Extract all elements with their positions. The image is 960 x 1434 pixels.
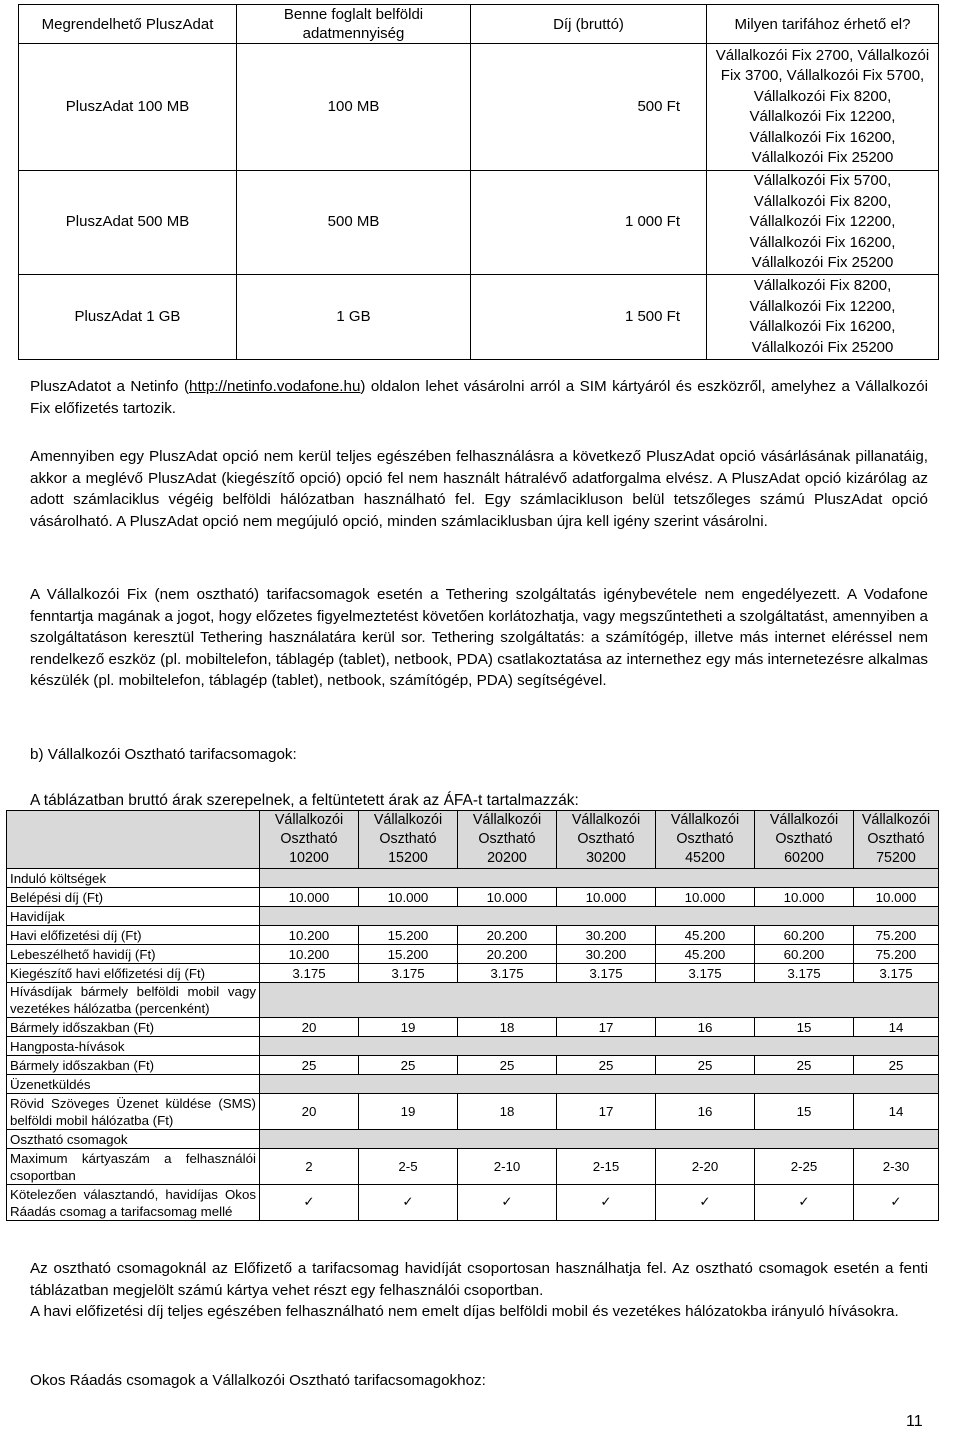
value-cell: 25 <box>557 1056 656 1075</box>
section-label: Hívásdíjak bármely belföldi mobil vagy vezetékes hálózatba (percenként) <box>7 983 260 1018</box>
section-row <box>7 1037 939 1056</box>
value-cell: 25 <box>854 1056 939 1075</box>
table-row <box>7 1094 939 1130</box>
value-cell: 15 <box>755 1094 854 1130</box>
header-line: Vállalkozói <box>861 812 931 828</box>
value-cell: 30.200 <box>557 926 656 945</box>
header-line: Vállalkozói <box>769 812 839 828</box>
fee: 1 500 Ft <box>471 275 707 360</box>
tariff-line: Vállalkozói Fix 16200, <box>749 233 896 251</box>
value-cell: 20.200 <box>458 926 557 945</box>
table-row <box>7 1056 939 1075</box>
value-cell: 14 <box>854 1094 939 1130</box>
value-cell: 2-25 <box>755 1149 854 1185</box>
page-number: 11 <box>906 1413 923 1430</box>
tariff-list <box>707 44 939 171</box>
table-row <box>7 1185 939 1221</box>
value-cell: 3.175 <box>260 964 359 983</box>
tariff-line: Vállalkozói Fix 25200 <box>751 338 894 356</box>
table-row <box>7 926 939 945</box>
value-cell: 10.200 <box>260 945 359 964</box>
osztható-tariff-table <box>6 810 939 1221</box>
row-label: Bármely időszakban (Ft) <box>7 1056 260 1075</box>
table-row <box>7 945 939 964</box>
value-cell: 10.000 <box>755 888 854 907</box>
section-label: Havidíjak <box>7 907 260 926</box>
netinfo-text-after: ) oldalon lehet vásárolni arról a SIM kártyáról és eszközről, amelyhez a Vállalkozói Fix előfizetés tartozik. <box>30 378 928 417</box>
tariff-line: Vállalkozói Fix 8200, <box>753 277 892 294</box>
tariff-column-header <box>854 811 939 869</box>
table-row <box>7 1149 939 1185</box>
value-cell: 45.200 <box>656 926 755 945</box>
check-cell: ✓ <box>458 1185 557 1221</box>
value-cell: 10.000 <box>260 888 359 907</box>
section-shade-cell <box>260 869 939 888</box>
option-name: PluszAdat 1 GB <box>19 275 237 360</box>
header-line: Vállalkozói <box>571 812 641 828</box>
value-cell: 10.200 <box>260 926 359 945</box>
header-line: 45200 <box>685 850 725 866</box>
header-line: 75200 <box>876 850 916 866</box>
row-label: Bármely időszakban (Ft) <box>7 1018 260 1037</box>
value-cell: 20 <box>260 1094 359 1130</box>
data-amount: 500 MB <box>237 171 471 275</box>
row-label: Havi előfizetési díj (Ft) <box>7 926 260 945</box>
row-label: Kötelezően választandó, havidíjas Okos Ráadás csomag a tarifacsomag mellé <box>7 1185 260 1221</box>
section-label: Üzenetküldés <box>7 1075 260 1094</box>
table-row <box>7 964 939 983</box>
value-cell: 3.175 <box>359 964 458 983</box>
netinfo-text-before: PluszAdatot a Netinfo ( <box>30 378 189 395</box>
header-cell: Megrendelhető PluszAdat <box>19 5 237 44</box>
section-label: Hangposta-hívások <box>7 1037 260 1056</box>
value-cell: 3.175 <box>557 964 656 983</box>
tariff-line: Vállalkozói Fix 16200, <box>749 128 896 146</box>
value-cell: 17 <box>557 1018 656 1037</box>
value-cell: 25 <box>458 1056 557 1075</box>
tariff-line: Vállalkozói Fix 12200, <box>749 108 896 125</box>
section-row <box>7 1130 939 1149</box>
value-cell: 16 <box>656 1094 755 1130</box>
header-line: 15200 <box>388 850 428 866</box>
section-label: Osztható csomagok <box>7 1130 260 1149</box>
check-cell: ✓ <box>854 1185 939 1221</box>
value-cell: 15 <box>755 1018 854 1037</box>
value-cell: 15.200 <box>359 926 458 945</box>
header-line: Osztható <box>577 831 635 847</box>
value-cell: 17 <box>557 1094 656 1130</box>
value-cell: 25 <box>359 1056 458 1075</box>
pluszadat-table <box>18 4 939 360</box>
check-cell: ✓ <box>755 1185 854 1221</box>
osztható-info-paragraph <box>30 1258 928 1323</box>
header-corner-cell <box>7 811 260 869</box>
section-shade-cell <box>260 1075 939 1094</box>
header-cell: Díj (bruttó) <box>471 5 707 44</box>
section-row <box>7 907 939 926</box>
value-cell: 2-15 <box>557 1149 656 1185</box>
value-cell: 25 <box>656 1056 755 1075</box>
table-row <box>19 275 939 360</box>
value-cell: 19 <box>359 1018 458 1037</box>
fee: 1 000 Ft <box>471 171 707 275</box>
value-cell: 25 <box>260 1056 359 1075</box>
okos-raadas-heading: Okos Ráadás csomagok a Vállalkozói Osztható tarifacsomagokhoz: <box>30 1372 486 1389</box>
value-cell: 30.200 <box>557 945 656 964</box>
tethering-paragraph: A Vállalkozói Fix (nem osztható) tarifacsomagok esetén a Tethering szolgáltatás igénybevétele nem engedélyezett. A Vodafone fenntartja magának a jogot, hogy előzetes figyelmeztetést követően korlátozhatja, vagy megszűntetheti a szolgáltatást, amennyiben a szolgáltatáson keresztül Tethering használatára kerül sor. Tethering szolgáltatás: a számítógép, illetve más internet eléréssel nem rendelkező eszköz (pl. mobiltelefon, táblagép (tablet), netbook, PDA) csatlakoztatása az internethez egy más internetezésre alkalmas készülék (pl. mobiltelefon, táblagép (tablet), netbook, számítógép, PDA) segítségével. <box>30 586 928 690</box>
value-cell: 19 <box>359 1094 458 1130</box>
header-line: 30200 <box>586 850 626 866</box>
value-cell: 10.000 <box>656 888 755 907</box>
section-shade-cell <box>260 1037 939 1056</box>
section-row <box>7 1075 939 1094</box>
header-line: 60200 <box>784 850 824 866</box>
value-cell: 25 <box>755 1056 854 1075</box>
value-cell: 3.175 <box>854 964 939 983</box>
value-cell: 18 <box>458 1094 557 1130</box>
section-shade-cell <box>260 907 939 926</box>
header-line: Osztható <box>775 831 833 847</box>
value-cell: 2-5 <box>359 1149 458 1185</box>
header-line: Osztható <box>280 831 338 847</box>
table2-caption: A táblázatban bruttó árak szerepelnek, a feltüntetett árak az ÁFA-t tartalmazzák: <box>30 792 579 809</box>
value-cell: 15.200 <box>359 945 458 964</box>
value-cell: 10.000 <box>359 888 458 907</box>
row-label: Maximum kártyaszám a felhasználói csoportban <box>7 1149 260 1185</box>
tariff-line: Fix 3700, Vállalkozói Fix 5700, <box>720 67 925 84</box>
pluszadat-rules-paragraph: Amennyiben egy PluszAdat opció nem kerül teljes egészében felhasználásra a következő PluszAdat opció vásárlásának pillanatáig, akkor a meglévő PluszAdat (kiegészítő opció) opció fel nem használt hátralévő adatforgalma elvész. A PluszAdat opció kizárólag az adott számlaciklus végéig belföldi hálózatban használható fel. Egy számlacikluson belül tetszőleges számú PluszAdat opció vásárolható. A PluszAdat opció nem megújuló opció, minden számlaciklusban újra kell igény szerint vásárolni. <box>30 448 928 530</box>
header-line: Vállalkozói <box>472 812 542 828</box>
value-cell: 10.000 <box>458 888 557 907</box>
header-cell: Milyen tarifához érhető el? <box>707 5 939 44</box>
osztható-info-line: A havi előfizetési díj teljes egészében felhasználható nem emelt díjas belföldi mobil és vezetékes hálózatokba irányuló hívásokra. <box>30 1303 899 1321</box>
check-cell: ✓ <box>260 1185 359 1221</box>
value-cell: 20.200 <box>458 945 557 964</box>
tariff-list <box>707 275 939 360</box>
table-row <box>7 888 939 907</box>
value-cell: 75.200 <box>854 926 939 945</box>
table2-header-row <box>7 811 939 869</box>
value-cell: 10.000 <box>557 888 656 907</box>
table-row <box>7 1018 939 1037</box>
netinfo-link[interactable]: http://netinfo.vodafone.hu <box>189 378 361 395</box>
tariff-line: Vállalkozói Fix 12200, <box>749 297 896 315</box>
fee: 500 Ft <box>471 44 707 171</box>
option-name: PluszAdat 500 MB <box>19 171 237 275</box>
data-amount: 100 MB <box>237 44 471 171</box>
header-cell: Benne foglalt belföldi adatmennyiség <box>237 5 471 44</box>
check-cell: ✓ <box>557 1185 656 1221</box>
section-row <box>7 983 939 1018</box>
value-cell: 18 <box>458 1018 557 1037</box>
value-cell: 10.000 <box>854 888 939 907</box>
pluszadat-table-header <box>19 5 939 44</box>
section-b-heading: b) Vállalkozói Osztható tarifacsomagok: <box>30 746 297 763</box>
value-cell: 75.200 <box>854 945 939 964</box>
table-row <box>19 171 939 275</box>
value-cell: 60.200 <box>755 945 854 964</box>
option-name: PluszAdat 100 MB <box>19 44 237 171</box>
section-shade-cell <box>260 983 939 1018</box>
value-cell: 16 <box>656 1018 755 1037</box>
section-shade-cell <box>260 1130 939 1149</box>
value-cell: 20 <box>260 1018 359 1037</box>
tariff-line: Vállalkozói Fix 8200, <box>753 87 892 105</box>
section-row <box>7 869 939 888</box>
check-cell: ✓ <box>656 1185 755 1221</box>
section-label: Induló költségek <box>7 869 260 888</box>
header-line: 10200 <box>289 850 329 866</box>
header-line: Vállalkozói <box>274 812 344 828</box>
value-cell: 14 <box>854 1018 939 1037</box>
value-cell: 2-30 <box>854 1149 939 1185</box>
netinfo-paragraph <box>30 376 928 419</box>
row-label: Belépési díj (Ft) <box>7 888 260 907</box>
value-cell: 3.175 <box>656 964 755 983</box>
osztható-info-line: Az osztható csomagoknál az Előfizető a tarifacsomag havidíját csoportosan használhatja fel. Az osztható csomagok esetén a fenti táblázatban megjelölt számú kártya vehet részt egy felhasználói csoportban. <box>30 1260 928 1299</box>
tariff-column-header <box>260 811 359 869</box>
header-line: Osztható <box>379 831 437 847</box>
tariff-line: Vállalkozói Fix 12200, <box>749 213 896 231</box>
tariff-line: Vállalkozói Fix 25200 <box>751 254 894 272</box>
value-cell: 2-20 <box>656 1149 755 1185</box>
tariff-line: Vállalkozói Fix 25200 <box>751 149 894 166</box>
row-label: Kiegészítő havi előfizetési díj (Ft) <box>7 964 260 983</box>
value-cell: 2 <box>260 1149 359 1185</box>
value-cell: 45.200 <box>656 945 755 964</box>
tariff-line: Vállalkozói Fix 2700, Vállalkozói <box>715 46 930 64</box>
row-label: Lebeszélhető havidíj (Ft) <box>7 945 260 964</box>
tariff-column-header <box>458 811 557 869</box>
tariff-list <box>707 171 939 275</box>
check-cell: ✓ <box>359 1185 458 1221</box>
tariff-column-header <box>359 811 458 869</box>
header-line: Osztható <box>867 831 925 847</box>
value-cell: 3.175 <box>755 964 854 983</box>
value-cell: 2-10 <box>458 1149 557 1185</box>
row-label: Rövid Szöveges Üzenet küldése (SMS) belföldi mobil hálózatba (Ft) <box>7 1094 260 1130</box>
header-line: Vállalkozói <box>670 812 740 828</box>
table-row <box>19 44 939 171</box>
header-line: Osztható <box>478 831 536 847</box>
tariff-line: Vállalkozói Fix 5700, <box>753 172 892 190</box>
header-line: Vállalkozói <box>373 812 443 828</box>
value-cell: 3.175 <box>458 964 557 983</box>
tariff-column-header <box>557 811 656 869</box>
tariff-column-header <box>755 811 854 869</box>
header-line: 20200 <box>487 850 527 866</box>
data-amount: 1 GB <box>237 275 471 360</box>
tariff-line: Vállalkozói Fix 8200, <box>753 192 892 210</box>
value-cell: 60.200 <box>755 926 854 945</box>
header-line: Osztható <box>676 831 734 847</box>
tariff-column-header <box>656 811 755 869</box>
tariff-line: Vállalkozói Fix 16200, <box>749 318 896 335</box>
